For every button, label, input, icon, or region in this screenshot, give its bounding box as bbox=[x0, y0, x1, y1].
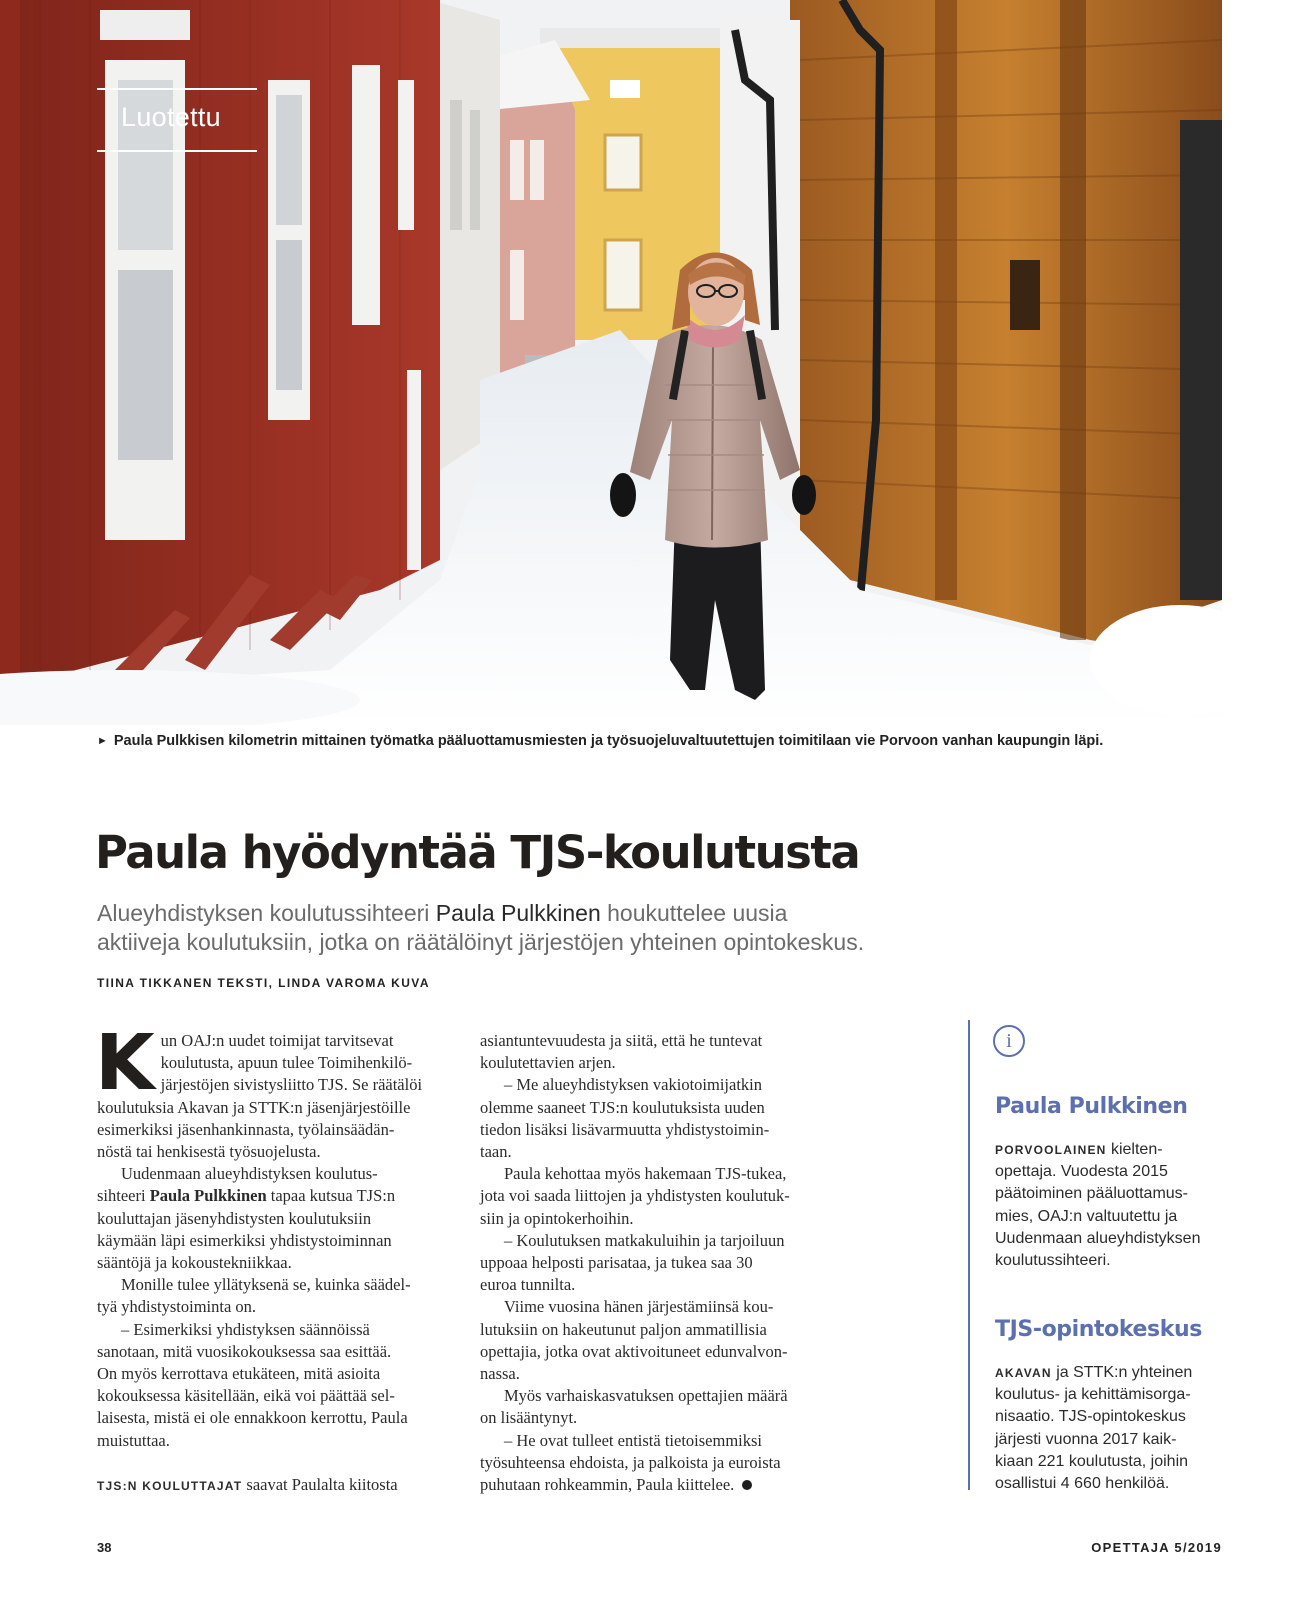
text-line: on lisääntynyt. bbox=[480, 1408, 578, 1428]
text-line: – Esimerkiksi yhdistyksen säännöissä bbox=[121, 1319, 370, 1339]
text-line: työsuhteensa ehdoista, ja palkoista ja euroista bbox=[480, 1452, 781, 1472]
small-caps-lead: AKAVAN bbox=[995, 1366, 1052, 1380]
infobox-text bbox=[995, 1362, 1230, 1495]
article-title: Paula hyödyntää TJS-koulutusta bbox=[95, 826, 860, 879]
text-span: kiaan 221 koulutusta, joihin bbox=[995, 1452, 1189, 1470]
text-span: koulutus- ja kehittämisorga- bbox=[995, 1386, 1191, 1404]
infobox-text bbox=[995, 1139, 1230, 1272]
infobox-person bbox=[995, 1094, 1230, 1272]
lead-text: aktiiveja koulutuksiin, jotka on räätälöinyt järjestöjen yhteinen opintokeskus. bbox=[97, 929, 865, 955]
text-span: saavat Paulalta kiitosta bbox=[242, 1474, 398, 1494]
drop-cap: K bbox=[95, 1019, 155, 1108]
caption-text: Paula Pulkkisen kilometrin mittainen työmatka pääluottamusmiesten ja työsuojeluvaltuutettujen toimitilaan vie Porvoon vanhan kaupungin läpi. bbox=[113, 733, 1104, 749]
text-line: Myös varhaiskasvatuksen opettajien määrä bbox=[504, 1386, 788, 1406]
lead-text: Alueyhdistyksen koulutussihteeri bbox=[97, 900, 436, 926]
text-line: asiantuntevuudesta ja siitä, että he tuntevat bbox=[480, 1031, 763, 1050]
text-line: sääntöjä ja kokoustekniikkaa. bbox=[97, 1253, 292, 1273]
infobox-heading: Paula Pulkkinen bbox=[995, 1094, 1188, 1119]
text-line bbox=[97, 1185, 457, 1207]
text-span: sihteeri bbox=[97, 1186, 150, 1206]
text-span: päätoiminen pääluottamus- bbox=[995, 1185, 1189, 1203]
text-line: sanotaan, mitä vuosikokouksessa saa esittää. bbox=[97, 1341, 392, 1361]
text-line: – He ovat tulleet entistä tietoisemmiksi bbox=[504, 1430, 762, 1450]
infobox-heading: TJS-opintokeskus bbox=[995, 1317, 1202, 1342]
infobox-rule bbox=[968, 1020, 970, 1490]
text-line: Uudenmaan alueyhdistyksen koulutus- bbox=[121, 1164, 378, 1184]
text-line: koulutuksia Akavan ja STTK:n jäsenjärjestöille bbox=[97, 1097, 411, 1117]
text-line: taan. bbox=[480, 1142, 512, 1162]
text-line: laisesta, mistä ei ole ennakkoon kerrottu, Paula bbox=[97, 1408, 408, 1428]
text-line: Monille tulee yllätyksenä se, kuinka säädel- bbox=[121, 1275, 411, 1295]
text-line: kokouksessa käsitellään, eikä voi päättää sel- bbox=[97, 1386, 395, 1406]
text-span: ja STTK:n yhteinen bbox=[1051, 1364, 1193, 1381]
text-span: järjesti vuonna 2017 kaik- bbox=[995, 1430, 1177, 1448]
section-label-text: Luotettu bbox=[121, 102, 221, 132]
text-line: nöstä tai henkisestä työsuojelusta. bbox=[97, 1142, 321, 1162]
text-line: muistuttaa. bbox=[97, 1430, 170, 1450]
article-column-2 bbox=[480, 1030, 840, 1496]
text-line: lutuksiin on hakeutunut paljon ammatillisia bbox=[480, 1319, 767, 1339]
info-icon: i bbox=[993, 1025, 1025, 1057]
infobox-organisation bbox=[995, 1317, 1230, 1495]
text-line: tiedon lisäksi lisävarmuutta yhdistystoimin- bbox=[480, 1119, 770, 1139]
text-line: un OAJ:n uudet toimijat tarvitsevat bbox=[160, 1031, 394, 1050]
text-line: olemme saaneet TJS:n koulutuksista uuden bbox=[480, 1097, 765, 1117]
text-line: On myös kerrottava etukäteen, mitä asioita bbox=[97, 1364, 381, 1384]
lead-name: Paula Pulkkinen bbox=[435, 900, 601, 926]
text-span: osallistui 4 660 henkilöä. bbox=[995, 1475, 1170, 1493]
text-line: Viime vuosina hänen järjestämiinsä kou- bbox=[504, 1297, 774, 1317]
text-line: nassa. bbox=[480, 1364, 520, 1384]
person-name: Paula Pulkkinen bbox=[149, 1186, 267, 1206]
article-column-1 bbox=[95, 1019, 457, 1497]
text-line: käymään läpi esimerkiksi yhdistystoiminnan bbox=[97, 1230, 392, 1250]
text-line: – Koulutuksen matkakuluihin ja tarjoiluun bbox=[504, 1230, 785, 1250]
magazine-issue: OPETTAJA 5/2019 bbox=[1091, 1540, 1222, 1555]
byline: TIINA TIKKANEN TEKSTI, LINDA VAROMA KUVA bbox=[97, 976, 430, 990]
text-span: koulutussihteeri. bbox=[995, 1252, 1111, 1270]
small-caps-lead: PORVOOLAINEN bbox=[995, 1143, 1107, 1157]
text-line: Paula kehottaa myös hakemaan TJS-tukea, bbox=[504, 1164, 787, 1184]
end-mark-icon bbox=[742, 1480, 752, 1490]
text-span: opettaja. Vuodesta 2015 bbox=[995, 1163, 1168, 1181]
text-line: järjestöjen sivistysliitto TJS. Se räätälöi bbox=[160, 1075, 423, 1095]
photo-caption bbox=[97, 733, 1227, 749]
text-span: mies, OAJ:n valtuutettu ja bbox=[995, 1207, 1178, 1225]
text-line: kouluttajan jäsenyhdistysten koulutuksiin bbox=[97, 1208, 372, 1228]
text-line: uppoaa helposti parisataa, ja tukea saa 30 bbox=[480, 1253, 753, 1273]
text-span: kielten- bbox=[1106, 1141, 1163, 1158]
text-line: tyä yhdistystoiminta on. bbox=[97, 1297, 257, 1317]
text-line: koulutettavien arjen. bbox=[480, 1053, 616, 1073]
text-line bbox=[97, 1474, 457, 1497]
text-line: euroa tunnilta. bbox=[480, 1275, 576, 1295]
article-lead bbox=[97, 899, 997, 957]
text-line: jota voi saada liittojen ja yhdistysten koulutuk- bbox=[480, 1186, 790, 1206]
text-line: esimerkiksi jäsenhankinnasta, työlainsäädän- bbox=[97, 1119, 395, 1139]
text-line: opettajia, jotka ovat aktivoituneet edunvalvon- bbox=[480, 1341, 788, 1361]
text-span: nisaatio. TJS-opintokeskus bbox=[995, 1408, 1186, 1426]
caption-arrow-icon: ► bbox=[97, 735, 108, 747]
text-line bbox=[480, 1474, 840, 1496]
text-line: siin ja opintokerhoihin. bbox=[480, 1208, 634, 1228]
text-span: tapaa kutsua TJS:n bbox=[266, 1186, 396, 1206]
small-caps-lead: TJS:N KOULUTTAJAT bbox=[97, 1478, 243, 1493]
text-line: – Me alueyhdistyksen vakiotoimijatkin bbox=[504, 1075, 763, 1095]
text-line: koulutusta, apuun tulee Toimihenkilö- bbox=[160, 1053, 413, 1073]
text-span: puhutaan rohkeammin, Paula kiittelee. bbox=[480, 1475, 735, 1495]
section-label bbox=[97, 88, 257, 152]
lead-text: houkuttelee uusia bbox=[600, 900, 788, 926]
page-number: 38 bbox=[97, 1540, 112, 1555]
text-span: Uudenmaan alueyhdistyksen bbox=[995, 1229, 1201, 1247]
